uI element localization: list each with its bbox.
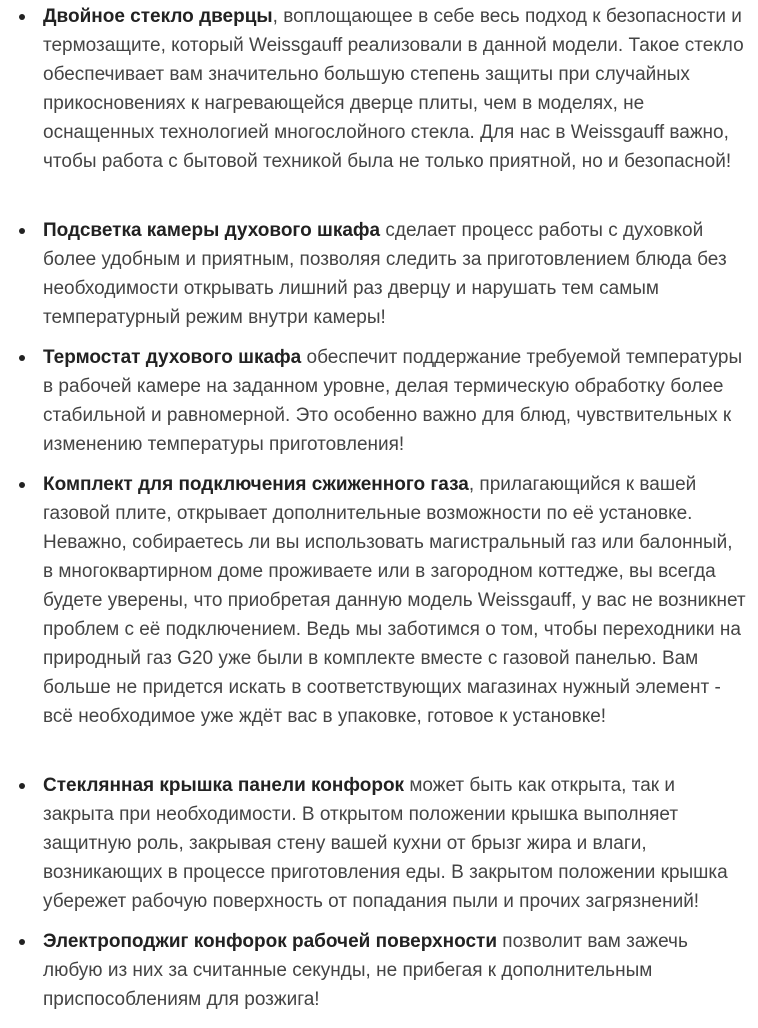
feature-item-oven-light — [0, 216, 758, 332]
feature-text: сделает процесс работы с духовкой более удобным и приятным, позволяя следить за приготовлением блюда без необходимости открывать лишний раз дверцу и нарушать тем самым температурный режим внутри камеры! — [43, 220, 727, 328]
feature-item-glass-lid — [0, 771, 758, 916]
feature-item-oven-thermostat — [0, 343, 758, 459]
feature-text: , воплощающее в себе весь подход к безопасности и термозащите, который Weissgauff реализовали в данной модели. Такое стекло обеспечивает вам значительно большую степень защиты при случайных прикосновениях к нагревающейся дверце плиты, чем в моделях, не оснащенных технологией многослойного стекла. Для нас в Weissgauff важно, чтобы работа с бытовой техникой была не только приятной, но и безопасной! — [43, 6, 744, 172]
feature-title: Подсветка камеры духового шкафа — [43, 220, 381, 241]
feature-title: Термостат духового шкафа — [43, 347, 302, 368]
feature-text: может быть как открыта, так и закрыта при необходимости. В открытом положении крышка выполняет защитную роль, закрывая стену вашей кухни от брызг жира и влаги, возникающих в процессе приготовления еды. В закрытом положении крышка убережет рабочую поверхность от попадания пыли и прочих загрязнений! — [43, 775, 728, 912]
feature-text: , прилагающийся к вашей газовой плите, открывает дополнительные возможности по её установке. Неважно, собираетесь ли вы использовать магистральный газ или балонный, в многоквартирном доме проживаете или в загородном коттедже, вы всегда будете уверены, что приобретая данную модель Weissgauff, у вас не возникнет проблем с её подключением. Ведь мы заботимся о том, чтобы переходники на природный газ G20 уже были в комплекте вместе с газовой панелью. Вам больше не придется искать в соответствующих магазинах нужный элемент - всё необходимое уже ждёт вас в упаковке, готовое к установке! — [43, 474, 746, 727]
feature-text: обеспечит поддержание требуемой температуры в рабочей камере на заданном уровне, делая термическую обработку более стабильной и равномерной. Это особенно важно для блюд, чувствительных к изменению температуры приготовления! — [43, 347, 743, 455]
feature-item-double-glass-door — [0, 2, 758, 176]
feature-title: Стеклянная крышка панели конфорок — [43, 775, 405, 796]
feature-item-lpg-kit — [0, 470, 758, 731]
feature-title: Двойное стекло дверцы — [43, 6, 273, 27]
feature-title: Электроподжиг конфорок рабочей поверхности — [43, 931, 497, 952]
feature-text: позволит вам зажечь любую из них за считанные секунды, не прибегая к дополнительным приспособлениям для розжига! — [43, 931, 688, 1010]
feature-title: Комплект для подключения сжиженного газа — [43, 474, 469, 495]
feature-item-electric-ignition — [0, 927, 758, 1014]
